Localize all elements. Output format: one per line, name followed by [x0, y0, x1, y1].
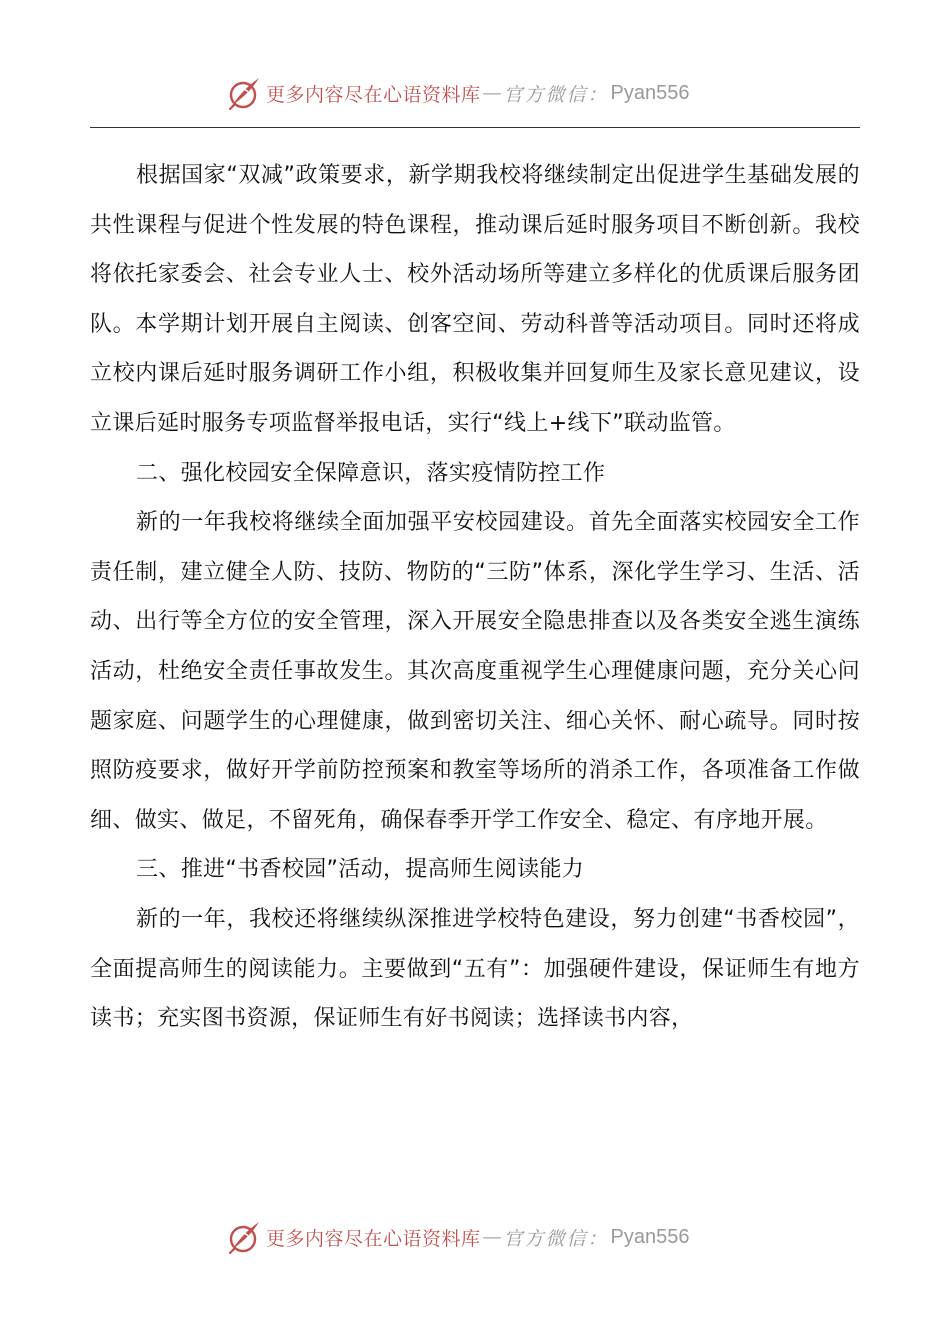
paragraph-safety: 新的一年我校将继续全面加强平安校园建设。首先全面落实校园安全工作责任制，建立健全人防、技防、物防的“三防”体系，深化学生学习、生活、活动、出行等全方位的安全管理，深入开展安全隐患排查以及各类安全逃生演练活动，杜绝安全责任事故发生。其次高度重视学生心理健康问题，充分关心问题家庭、问题学生的心理健康，做到密切关注、细心关怀、耐心疏导。同时按照防疫要求，做好开学前防控预案和教室等场所的消杀工作，各项准备工作做细、做实、做足，不留死角，确保春季开学工作安全、稳定、有序地开展。: [90, 510, 860, 833]
footer-brand-text: 更多内容尽在心语资料库: [266, 1227, 481, 1250]
header-brand-text: 更多内容尽在心语资料库: [266, 83, 481, 106]
header-brand: [226, 74, 690, 112]
section-heading-reading: 三、推进“书香校园”活动，提高师生阅读能力: [136, 857, 585, 883]
footer-dash: —: [482, 1226, 502, 1248]
header-dash: —: [482, 82, 502, 104]
header-divider: [90, 127, 860, 128]
page-footer: [0, 1214, 950, 1260]
header-wechat-id: Pyan556: [610, 81, 690, 104]
footer-wechat-label: 官方微信：: [503, 1227, 609, 1250]
paragraph-double-reduction: 根据国家“双减”政策要求，新学期我校将继续制定出促进学生基础发展的共性课程与促进个性发展的特色课程，推动课后延时服务项目不断创新。我校将依托家委会、社会专业人士、校外活动场所等建立多样化的优质课后服务团队。本学期计划开展自主阅读、创客空间、劳动科普等活动项目。同时还将成立校内课后延时服务调研工作小组，积极收集并回复师生及家长意见建议，设立课后延时服务专项监督举报电话，实行“线上+线下”联动监管。: [90, 163, 860, 436]
quill-pen-seal-icon: [226, 1219, 262, 1255]
section-heading-safety: 二、强化校园安全保障意识，落实疫情防控工作: [136, 460, 606, 486]
page-header: [0, 70, 950, 116]
header-wechat-label: 官方微信：: [503, 83, 609, 106]
document-body: [90, 151, 860, 1044]
paragraph-reading: 新的一年，我校还将继续纵深推进学校特色建设，努力创建“书香校园”，全面提高师生的阅读能力。主要做到“五有”：加强硬件建设，保证师生有地方读书；充实图书资源，保证师生有好书阅读；选择读书内容，: [90, 906, 860, 1032]
footer-brand: [226, 1218, 690, 1256]
quill-pen-seal-icon: [226, 75, 262, 111]
footer-wechat-id: Pyan556: [610, 1225, 690, 1248]
